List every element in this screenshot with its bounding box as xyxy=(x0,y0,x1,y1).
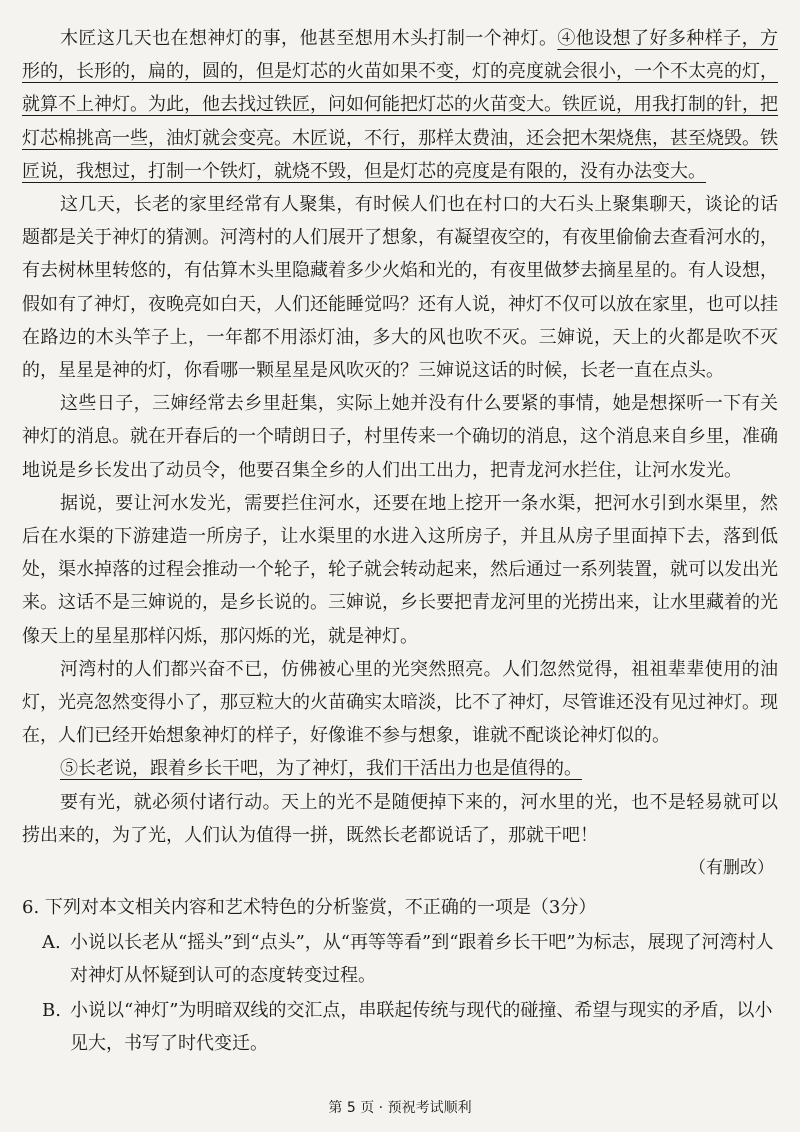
page-footer: 第 5 页 · 预祝考试顺利 xyxy=(328,1100,472,1116)
paragraph-carpenter: 木匠这几天也在想神灯的事，他甚至想用木头打制一个神灯。④他设想了好多种样子，方形的，长形的，扁的，圆的，但是灯芯的火苗如果不变，灯的亮度就会很小，一个不太亮的灯，就算不上神灯。为此，他去找过铁匠，问如何能把灯芯的火苗变大。铁匠说，用我打制的针，把灯芯棉挑高一些，油灯就会变亮。木匠说，不行，那样太费油，还会把木架烧焦，甚至烧毁。铁匠说，我想过，打制一个铁灯，就烧不毁，但是灯芯的亮度是有限的，没有办法变大。 xyxy=(22,28,779,182)
option-a-text: 小说以长老从“摇头”到“点头”，从“再等等看”到“跟着乡长干吧”为标志，展现了河湾村人对神灯从怀疑到认可的态度转变过程。 xyxy=(70,932,774,987)
edit-note: （有删改） xyxy=(689,858,774,879)
passage xyxy=(22,22,778,1060)
underlined-sentence-4: ④他设想了好多种样子，方形的，长形的，扁的，圆的，但是灯芯的火苗如果不变，灯的亮度就会很小，一个不太亮的灯，就算不上神灯。为此，他去找过铁匠，问如何能把灯芯的火苗变大。铁匠说，用我打制的针，把灯芯棉挑高一些，油灯就会变亮。木匠说，不行，那样太费油，还会把木架烧焦，甚至烧毁。铁匠说，我想过，打制一个铁灯，就烧不毁，但是灯芯的亮度是有限的，没有办法变大。 xyxy=(22,28,779,182)
paragraph-river-light: 据说，要让河水发光，需要拦住河水，还要在地上挖开一条水渠，把河水引到水渠里，然后在水渠的下游建造一所房子，让水渠里的水进入这所房子，并且从房子里面掉下去，落到低处，渠水掉落的过程会推动一个轮子，轮子就会转动起来，然后通过一系列装置，就可以发出光来。这话不是三婶说的，是乡长说的。三婶说，乡长要把青龙河里的光捞出来，让水里藏着的光像天上的星星那样闪烁，那闪烁的光，就是神灯。 xyxy=(22,492,778,647)
paragraph-gathering: 这几天，长老的家里经常有人聚集，有时候人们也在村口的大石头上聚集聊天，谈论的话题都是关于神灯的猜测。河湾村的人们展开了想象，有凝望夜空的，有夜里偷偷去查看河水的，有去树林里转悠的，有估算木头里隐藏着多少火焰和光的，有夜里做梦去摘星星的。有人设想，假如有了神灯，夜晚亮如白天，人们还能睡觉吗？还有人说，神灯不仅可以放在家里，也可以挂在路边的木头竿子上，一年都不用添灯油，多大的风也吹不灭。三婶说，天上的火都是吹不灭的，星星是神的灯，你看哪一颗星星是风吹灭的？三婶说这话的时候，长老一直在点头。 xyxy=(22,194,778,382)
paragraph-villagers: 河湾村的人们都兴奋不已，仿佛被心里的光突然照亮。人们忽然觉得，祖祖辈辈使用的油灯，光亮忽然变得小了，那豆粒大的火苗确实太暗淡，比不了神灯，尽管谁还没有见过神灯。现在，人们已经开始想象神灯的样子，好像谁不参与想象，谁就不配谈论神灯似的。 xyxy=(22,658,778,747)
option-b xyxy=(22,994,778,1060)
option-a-key: A. xyxy=(42,932,61,954)
paragraph-third-aunt: 这些日子，三婶经常去乡里赶集，实际上她并没有什么要紧的事情，她是想探听一下有关神灯的消息。就在开春后的一个晴朗日子，村里传来一个确切的消息，这个消息来自乡里，准确地说是乡长发出了动员令，他要召集全乡的人们出工出力，把青龙河水拦住，让河水发光。 xyxy=(22,393,778,481)
option-a xyxy=(22,926,778,992)
paragraph-elder xyxy=(22,752,778,785)
underlined-sentence-5: ⑤长老说，跟着乡长干吧，为了神灯，我们干活出力也是值得的。 xyxy=(60,758,582,780)
question-6: 6. 下列对本文相关内容和艺术特色的分析鉴赏，不正确的一项是（3分） xyxy=(22,897,597,919)
option-b-key: B. xyxy=(42,1000,61,1022)
paragraph-action: 要有光，就必须付诸行动。天上的光不是随便掉下来的，河水里的光，也不是轻易就可以捞出来的，为了光，人们认为值得一拼，既然长老都说话了，那就干吧！ xyxy=(22,791,778,846)
option-b-text: 小说以“神灯”为明暗双线的交汇点，串联起传统与现代的碰撞、希望与现实的矛盾，以小见大，书写了时代变迁。 xyxy=(70,1000,773,1055)
